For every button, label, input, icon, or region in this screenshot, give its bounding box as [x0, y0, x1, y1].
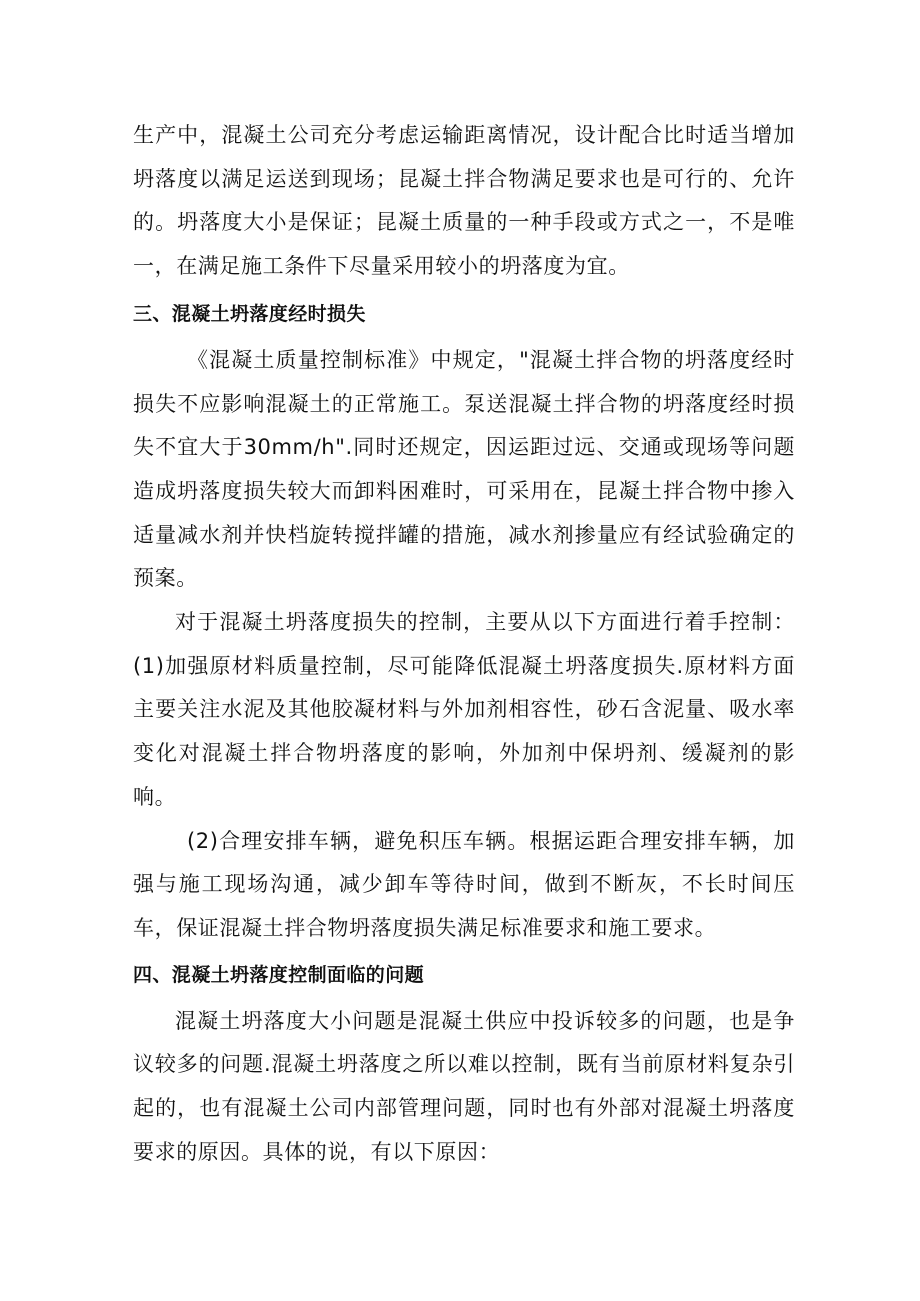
section-heading-3: 三、混凝土坍落度经时损失: [133, 302, 366, 325]
section-heading-4: 四、混凝土坍落度控制面临的问题: [133, 963, 425, 986]
paragraph-vehicle-arrangement: (2)合理安排车辆，避免积压车辆。根据运距合理安排车辆，加强与施工现场沟通，减少卸车等待时间，做到不断灰，不长时间压车，保证混凝土拌合物坍落度损失满足标准要求和施工要求。: [133, 828, 795, 940]
paragraph-slump-loss-standard: 《混凝土质量控制标准》中规定，"混凝土拌合物的坍落度经时损失不应影响混凝土的正常施工。泵送混凝土拌合物的坍落度经时损失不宜大于30mm∕h".同时还规定，因运距过远、交通或现场等问题造成坍落度损失较大而卸料困难时，可采用在，昆凝土拌合物中掺入适量减水剂并快档旋转搅拌罐的措施，减水剂掺量应有经试验确定的预案。: [133, 347, 795, 591]
paragraph-slump-problems: 混凝土坍落度大小问题是混凝土供应中投诉较多的问题，也是争议较多的问题.混凝土坍落度之所以难以控制，既有当前原材料复杂引起的，也有混凝土公司内部管理问题，同时也有外部对混凝土坍落度要求的原因。具体的说，有以下原因：: [133, 1008, 795, 1164]
paragraph-slump-loss-control: 对于混凝土坍落度损失的控制，主要从以下方面进行着手控制：(1)加强原材料质量控制，尽可能降低混凝土坍落度损失.原材料方面主要关注水泥及其他胶凝材料与外加剂相容性，砂石含泥量、吸水率变化对混凝土拌合物坍落度的影响，外加剂中保坍剂、缓凝剂的影响。: [133, 610, 795, 809]
paragraph-slump-design: 生产中，混凝土公司充分考虑运输距离情况，设计配合比时适当增加坍落度以满足运送到现场；昆凝土拌合物满足要求也是可行的、允许的。坍落度大小是保证；昆凝土质量的一种手段或方式之一，不是唯一，在满足施工条件下尽量采用较小的坍落度为宜。: [133, 123, 795, 279]
